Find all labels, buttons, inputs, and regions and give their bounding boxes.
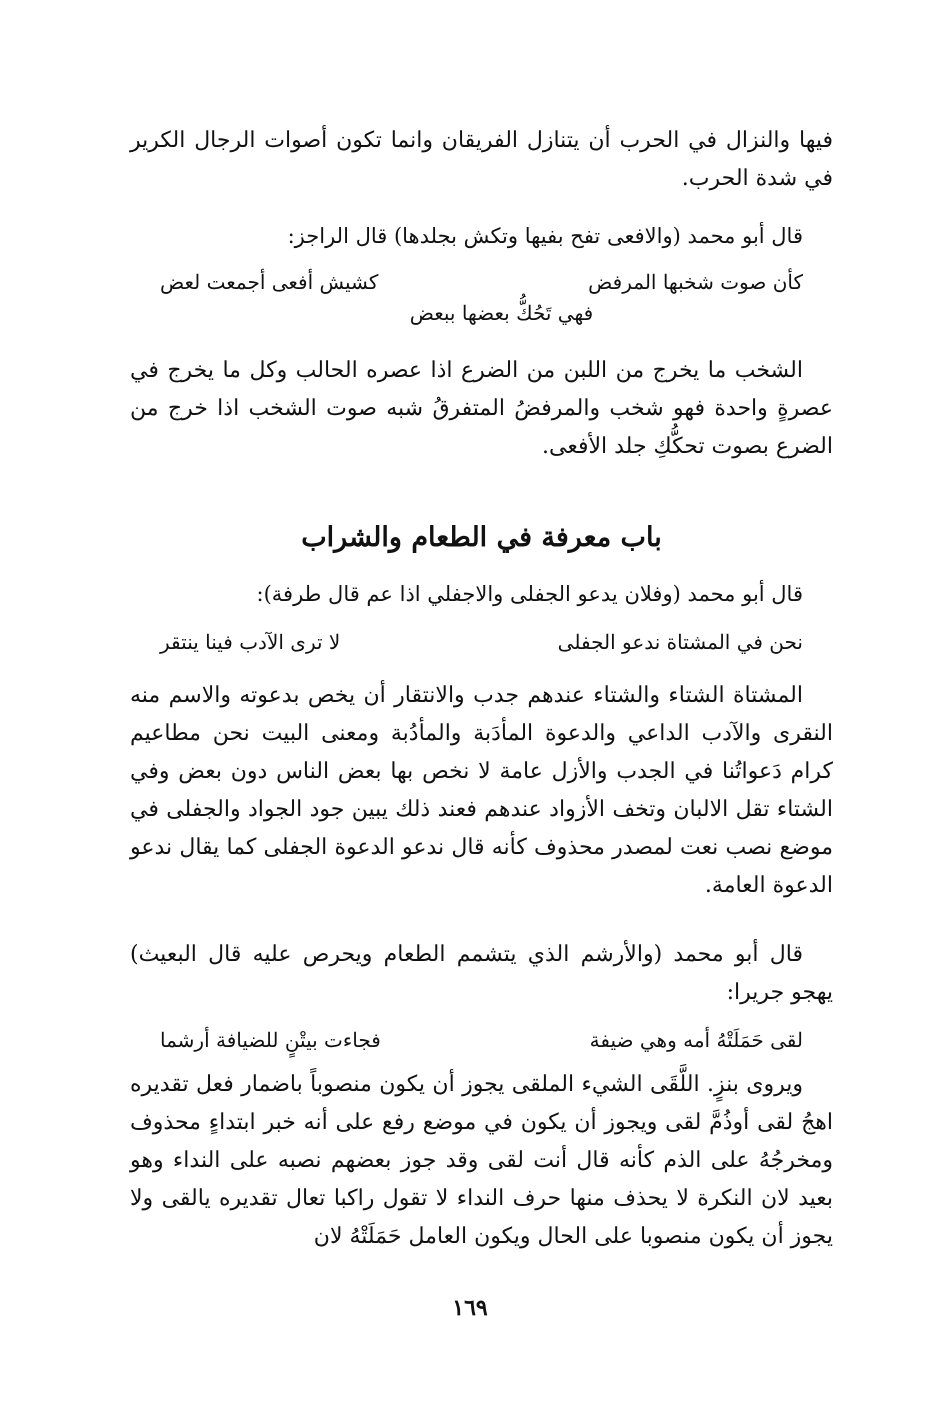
quote2-intro: قال أبو محمد (وفلان يدعو الجفلى والاجفلي اذا عم قال طرفة): bbox=[256, 582, 803, 606]
verse3 bbox=[130, 1024, 833, 1056]
page-number: ١٦٩ bbox=[452, 1295, 488, 1321]
top-paragraph-block bbox=[130, 122, 833, 198]
explanation2: المشتاة الشتاء والشتاء عندهم جدب والانتقار أن يخص بدعوته والاسم منه النقرى والآدب الداعي والدعوة المأدَبة والمأدُبة ومعنى البيت نحن مطاعيم كرام دَعواتُنا في الجدب والأزل عامة لا نخص بها بعض الناس دون بعض وفي الشتاء تقل الالبان وتخف الأزواد عندهم فعند ذلك يبين جود الجواد والجفلى في موضع نصب نعت لمصدر محذوف كأنه قال ندعو الدعوة الجفلى كما يقال ندعو الدعوة العامة. bbox=[130, 683, 833, 898]
top-paragraph: فيها والنزال في الحرب أن يتنازل الفريقان وانما تكون أصوات الرجال الكرير في شدة الحرب. bbox=[130, 128, 833, 191]
quote1-intro: قال أبو محمد (والافعى تفح بفيها وتكش بجلدها) قال الراجز: bbox=[287, 224, 803, 248]
section-heading: باب معرفة في الطعام والشراب bbox=[301, 522, 662, 553]
verse2 bbox=[130, 626, 833, 658]
quote3-block bbox=[130, 936, 833, 1012]
explanation1: الشخب ما يخرج من اللبن من الضرع اذا عصره الحالب وكل ما يخرج في عصرةٍ واحدة فهو شخب والمرفضُ المتفرقُ شبه صوت الشخب اذا خرج من الضرع بصوت تحكُّكِ جلد الأفعى. bbox=[130, 358, 833, 459]
verse1-first-hemistich: كأن صوت شخبها المرفض bbox=[588, 270, 803, 294]
explanation1-block bbox=[130, 352, 833, 466]
explanation2-block bbox=[130, 677, 833, 905]
verse2-block bbox=[130, 626, 833, 658]
verse1-block bbox=[130, 266, 833, 328]
verse3-block bbox=[130, 1024, 833, 1056]
explanation3-block bbox=[130, 1066, 833, 1256]
verse1-second-hemistich: كشيش أفعى أجمعت لعض bbox=[160, 270, 379, 294]
explanation3: ويروى بنزٍ. اللَّقَى الشيء الملقى يجوز أن يكون منصوباً باضمار فعل تقديره اهجُ لقى أوذُمَّ لقى ويجوز أن يكون في موضع رفع على أنه خبر ابتداءٍ محذوف ومخرجُهُ على الذم كأنه قال أنت لقى وقد جوز بعضهم نصبه على النداء وهو بعيد لان النكرة لا يحذف منها حرف النداء لا تقول راكبا تعال تقديره يالقى ولا يجوز أن يكون منصوبا على الحال ويكون العامل حَمَلَتْهُ لان bbox=[130, 1072, 833, 1249]
verse1 bbox=[130, 266, 833, 298]
quote2-block bbox=[130, 576, 833, 612]
verse2-second-hemistich: لا ترى الآدب فينا ينتقر bbox=[160, 630, 341, 654]
quote1-block bbox=[130, 218, 833, 254]
verse3-first-hemistich: لقى حَمَلَتْهُ أمه وهي ضيفة bbox=[589, 1028, 803, 1052]
verse3-second-hemistich: فجاءت بيتْنٍ للضيافة أرشما bbox=[160, 1028, 381, 1052]
verse1-closing: فهي تَحُكُّ بعضها ببعض bbox=[409, 301, 594, 325]
section-heading-block bbox=[130, 518, 833, 558]
verse2-first-hemistich: نحن في المشتاة ندعو الجفلى bbox=[557, 630, 803, 654]
quote3-intro: قال أبو محمد (والأرشم الذي يتشمم الطعام ويحرص عليه قال البعيث) يهجو جريرا: bbox=[130, 942, 833, 1005]
